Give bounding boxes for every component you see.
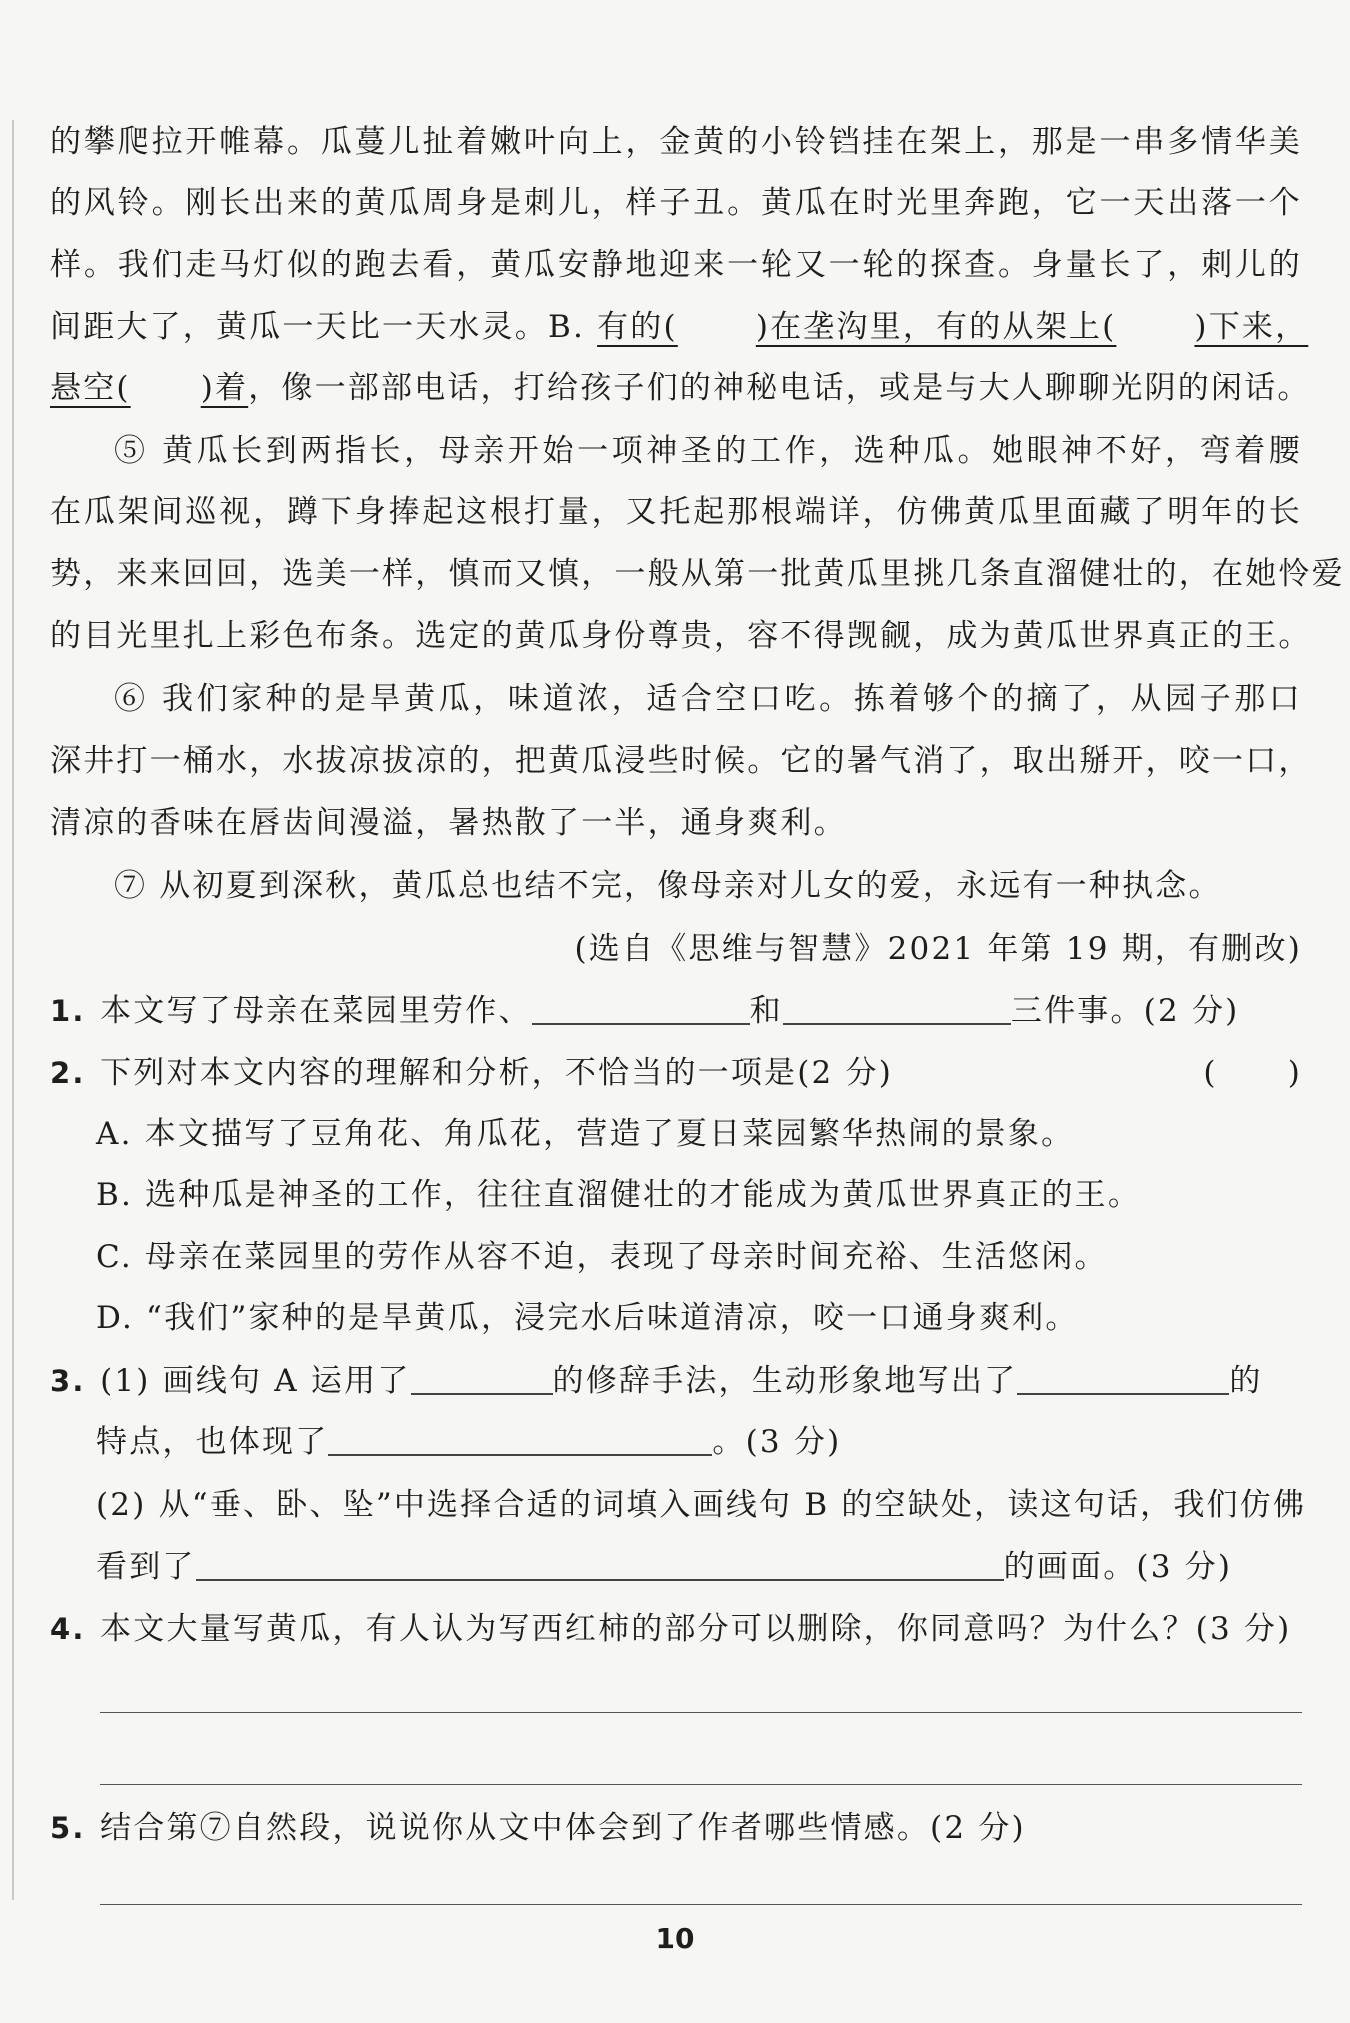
underlined-sentence-b: [50, 370, 248, 406]
question-text: 本文大量写黄瓜，有人认为写西红柿的部分可以删除，你同意吗？为什么？(3 分): [100, 1611, 1292, 1647]
question-number: 5.: [50, 1811, 86, 1845]
underlined-text: )着: [200, 370, 249, 406]
option-b[interactable]: B. 选种瓜是神圣的工作，往往直溜健壮的才能成为黄瓜世界真正的王。: [96, 1177, 1142, 1213]
passage-text: 间距大了，黄瓜一天比一天水灵。B.: [50, 309, 586, 345]
underlined-text: 悬空(: [50, 370, 131, 406]
answer-bracket[interactable]: [1203, 1053, 1302, 1093]
question-5: [50, 1808, 1302, 1848]
margin-rule: [12, 120, 14, 1900]
question-text: 三件事。(2 分): [1010, 993, 1240, 1029]
question-text: (1) 画线句 A 运用了: [100, 1363, 411, 1399]
bracket-left: (: [1203, 1055, 1218, 1091]
question-text: 结合第⑦自然段，说说你从文中体会到了作者哪些情感。(2 分): [100, 1810, 1026, 1846]
answer-line[interactable]: [100, 1712, 1302, 1713]
question-text: 下列对本文内容的理解和分析，不恰当的一项是(2 分): [100, 1055, 894, 1091]
page-number: 10: [655, 1922, 695, 1955]
question-3-line4: [96, 1547, 1302, 1587]
passage-line: ⑥ 我们家种的是旱黄瓜，味道浓，适合空口吃。拣着够个的摘了，从园子那口: [114, 681, 1302, 717]
passage-line: 深井打一桶水，水拔凉拔凉的，把黄瓜浸些时候。它的暑气消了，取出掰开，咬一口，: [50, 743, 1312, 779]
passage-line: ⑤ 黄瓜长到两指长，母亲开始一项神圣的工作，选种瓜。她眼神不好，弯着腰: [114, 433, 1302, 469]
blank-field[interactable]: [411, 1363, 553, 1395]
blank-field[interactable]: [532, 993, 750, 1025]
passage-line: ⑦ 从初夏到深秋，黄瓜总也结不完，像母亲对儿女的爱，永远有一种执念。: [114, 868, 1222, 904]
question-text: 特点，也体现了: [96, 1424, 329, 1460]
underlined-text: 有的(: [597, 309, 678, 345]
answer-line[interactable]: [100, 1784, 1302, 1785]
question-text: 的画面。(3 分): [1003, 1549, 1233, 1585]
option-a[interactable]: A. 本文描写了豆角花、角瓜花，营造了夏日菜园繁华热闹的景象。: [96, 1116, 1075, 1152]
blank-field[interactable]: [783, 993, 1011, 1025]
passage-line: 势，来来回回，选美一样，慎而又慎，一般从第一批黄瓜里挑几条直溜健壮的，在她怜爱: [50, 556, 1345, 592]
question-2: [50, 1053, 1302, 1093]
question-3-line2: [96, 1422, 1302, 1462]
question-text: 的: [1229, 1363, 1263, 1399]
option-d[interactable]: D. “我们”家种的是旱黄瓜，浸完水后味道清凉，咬一口通身爽利。: [96, 1300, 1079, 1336]
question-number: 4.: [50, 1612, 86, 1646]
blank-field[interactable]: [1017, 1363, 1229, 1395]
question-number: 1.: [50, 994, 86, 1028]
option-c[interactable]: C. 母亲在菜园里的劳作从容不迫，表现了母亲时间充裕、生活悠闲。: [96, 1239, 1108, 1275]
question-text: 。(3 分): [712, 1424, 842, 1460]
question-3-line3: (2) 从“垂、卧、坠”中选择合适的词填入画线句 B 的空缺处，读这句话，我们仿佛: [96, 1487, 1307, 1523]
passage-line: 在瓜架间巡视，蹲下身捧起这根打量，又托起那根端详，仿佛黄瓜里面藏了明年的长: [50, 494, 1302, 530]
passage-line-b: [50, 307, 1309, 347]
bracket-right: ): [1287, 1055, 1302, 1091]
question-text: 本文写了母亲在菜园里劳作、: [100, 993, 532, 1029]
blank-field[interactable]: [196, 1549, 1004, 1581]
passage-line: 的风铃。刚长出来的黄瓜周身是刺儿，样子丑。黄瓜在时光里奔跑，它一天出落一个: [50, 185, 1302, 221]
question-number: 2.: [50, 1056, 86, 1090]
underlined-text: )在垄沟里，有的从架上(: [755, 309, 1117, 345]
passage-line: 清凉的香味在唇齿间漫溢，暑热散了一半，通身爽利。: [50, 805, 847, 841]
underlined-sentence-b: [597, 309, 1308, 345]
passage-text: ，像一部部电话，打给孩子们的神秘电话，或是与大人聊聊光阴的闲话。: [248, 370, 1311, 406]
question-1: [50, 991, 1302, 1031]
passage-line: 的目光里扎上彩色布条。选定的黄瓜身份尊贵，容不得觊觎，成为黄瓜世界真正的王。: [50, 618, 1312, 654]
question-4: [50, 1609, 1302, 1649]
question-number: 3.: [50, 1364, 86, 1398]
question-text: 看到了: [96, 1549, 196, 1585]
blank-field[interactable]: [328, 1424, 712, 1456]
question-text: 的修辞手法，生动形象地写出了: [552, 1363, 1018, 1399]
passage-line: 样。我们走马灯似的跑去看，黄瓜安静地迎来一轮又一轮的探查。身量长了，刺儿的: [50, 247, 1302, 283]
underlined-text: )下来，: [1194, 309, 1309, 345]
source-citation: (选自《思维与智慧》2021 年第 19 期，有删改): [574, 931, 1302, 967]
passage-line-b2: [50, 368, 1311, 408]
answer-line[interactable]: [100, 1904, 1302, 1905]
passage-line: 的攀爬拉开帷幕。瓜蔓儿扯着嫩叶向上，金黄的小铃铛挂在架上，那是一串多情华美: [50, 124, 1302, 160]
question-text: 和: [749, 993, 783, 1029]
question-3: [50, 1361, 1302, 1401]
